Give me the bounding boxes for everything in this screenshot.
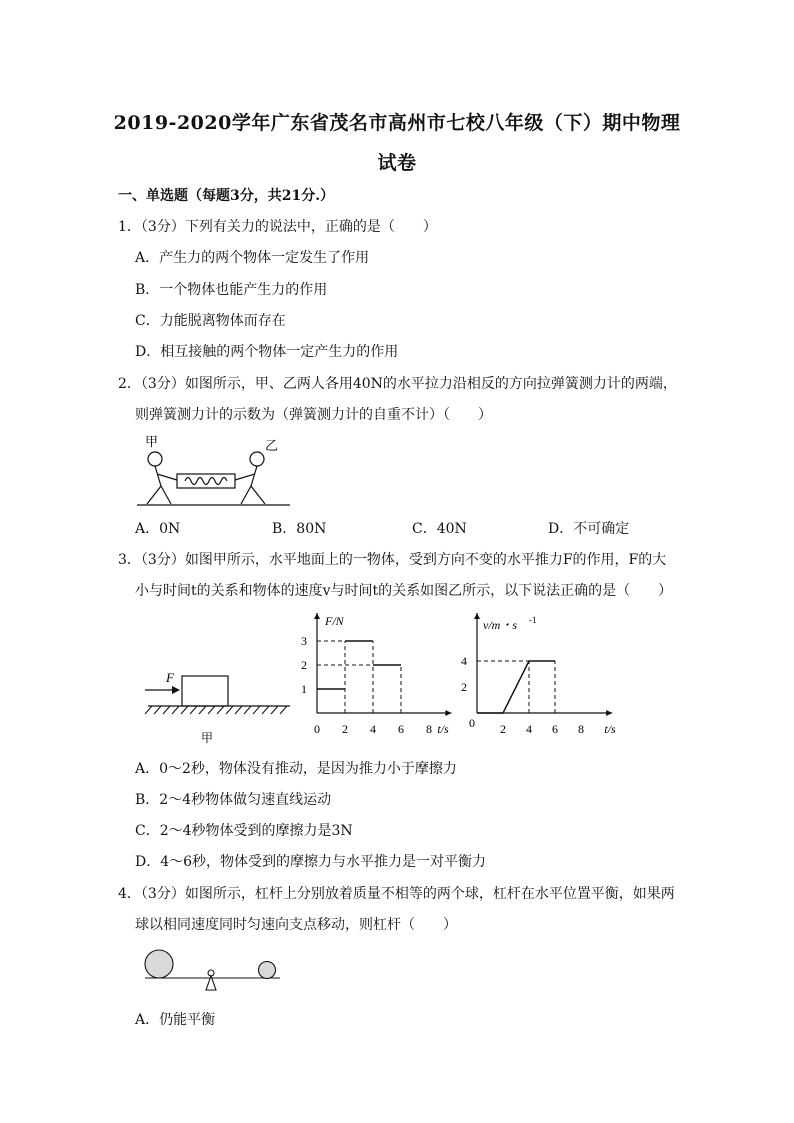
q1-option-d[interactable]: D．相互接触的两个物体一定产生力的作用 xyxy=(135,344,399,360)
x-axis-arrow-icon xyxy=(606,710,612,716)
floor-hatch xyxy=(244,706,251,714)
x-tick-label: 8 xyxy=(426,722,432,736)
q4-lever-figure xyxy=(140,945,290,995)
q2-option-d[interactable]: D．不可确定 xyxy=(548,521,630,537)
fig-label-yi: 乙 xyxy=(265,438,279,453)
y-tick-label: 2 xyxy=(301,658,307,672)
large-ball xyxy=(145,950,173,978)
x-tick-label: 6 xyxy=(398,722,404,736)
x-tick-label: 2 xyxy=(342,722,348,736)
q3-velocity-time-chart xyxy=(450,605,625,755)
y-tick-label: 2 xyxy=(461,680,467,694)
y-axis-arrow-icon xyxy=(474,613,480,619)
x-axis-label: t/s xyxy=(437,722,449,736)
q4-option-a[interactable]: A．仍能平衡 xyxy=(135,1012,216,1028)
y-axis-label: v/m・s xyxy=(483,618,517,632)
q1-option-b[interactable]: B．一个物体也能产生力的作用 xyxy=(135,282,328,298)
q2-option-a[interactable]: A．0N xyxy=(135,521,181,537)
page-title-line1: 2019-2020学年广东省茂名市高州市七校八年级（下）期中物理 xyxy=(113,112,681,134)
small-ball xyxy=(259,962,276,979)
q2-spring-figure xyxy=(135,430,295,512)
floor-hatch xyxy=(199,706,206,714)
fig-label-jia: 甲 xyxy=(145,434,159,449)
velocity-line xyxy=(477,661,555,713)
x-tick-label: 2 xyxy=(500,722,506,736)
force-label-f: F xyxy=(166,670,174,685)
x-tick-label: 4 xyxy=(526,722,532,736)
q3-stem-line1: 3．（3分）如图甲所示，水平地面上的一物体，受到方向不变的水平推力F的作用，F的大 xyxy=(118,552,667,568)
y-tick-label: 3 xyxy=(301,634,307,648)
floor-hatch xyxy=(253,706,260,714)
q3-option-b[interactable]: B．2～4秒物体做匀速直线运动 xyxy=(135,792,332,808)
q2-option-c[interactable]: C．40N xyxy=(412,521,467,537)
person-left-body xyxy=(155,466,161,486)
section-heading: 一、单选题（每题3分，共21分.） xyxy=(118,188,335,204)
spring-scale-casing xyxy=(177,474,235,488)
floor-hatch xyxy=(154,706,161,714)
q3-option-d[interactable]: D．4～6秒，物体受到的摩擦力与水平推力是一对平衡力 xyxy=(135,854,487,870)
q2-option-b[interactable]: B．80N xyxy=(272,521,327,537)
x-tick-label: 0 xyxy=(469,716,475,730)
q4-stem-line2: 球以相同速度同时匀速向支点移动，则杠杆（ ） xyxy=(135,917,457,933)
floor-hatch xyxy=(217,706,224,714)
y-tick-label: 1 xyxy=(301,682,307,696)
q4-stem-line1: 4．（3分）如图所示，杠杆上分别放着质量不相等的两个球，杠杆在水平位置平衡，如果两 xyxy=(118,886,675,902)
q3-option-c[interactable]: C．2～4秒物体受到的摩擦力是3N xyxy=(135,823,353,839)
q3-force-time-chart xyxy=(290,605,460,755)
floor-hatch xyxy=(280,706,287,714)
floor-hatch xyxy=(271,706,278,714)
q3-stem-line2: 小与时间t的关系和物体的速度v与时间t的关系如图乙所示，以下说法正确的是（ ） xyxy=(135,583,673,599)
person-left-head xyxy=(148,452,162,466)
q2-stem-line1: 2．（3分）如图所示，甲、乙两人各用40N的水平拉力沿相反的方向拉弹簧测力计的两端， xyxy=(118,376,677,392)
y-axis-label-exponent: -1 xyxy=(529,615,537,625)
q1-option-c[interactable]: C．力能脱离物体而存在 xyxy=(135,313,286,329)
person-right-head xyxy=(250,452,264,466)
x-tick-label: 0 xyxy=(314,722,320,736)
x-tick-label: 6 xyxy=(552,722,558,736)
y-axis-arrow-icon xyxy=(314,613,320,619)
spring-coil xyxy=(185,478,227,485)
page-title-line2: 试卷 xyxy=(377,152,417,174)
floor-hatch xyxy=(145,706,152,714)
q2-stem-line2: 则弹簧测力计的示数为（弹簧测力计的自重不计）（ ） xyxy=(135,407,492,423)
block xyxy=(182,676,228,706)
q1-option-a[interactable]: A．产生力的两个物体一定发生了作用 xyxy=(135,250,370,266)
floor-hatch xyxy=(172,706,179,714)
q3-block-figure xyxy=(140,668,300,746)
x-axis-label: t/s xyxy=(604,722,616,736)
floor-hatch xyxy=(235,706,242,714)
floor-hatch xyxy=(163,706,170,714)
q3-option-a[interactable]: A．0～2秒，物体没有推动，是因为推力小于摩擦力 xyxy=(135,761,457,777)
y-tick-label: 4 xyxy=(461,654,467,668)
floor-hatch xyxy=(181,706,188,714)
person-right-body xyxy=(251,466,257,486)
floor-hatch xyxy=(226,706,233,714)
fig-label-jia: 甲 xyxy=(201,731,214,745)
floor-hatch xyxy=(208,706,215,714)
q1-stem: 1．（3分）下列有关力的说法中，正确的是（ ） xyxy=(118,219,437,235)
x-tick-label: 8 xyxy=(578,722,584,736)
y-axis-label: F/N xyxy=(325,614,344,628)
floor-hatch xyxy=(262,706,269,714)
x-tick-label: 4 xyxy=(370,722,376,736)
floor-hatch xyxy=(190,706,197,714)
